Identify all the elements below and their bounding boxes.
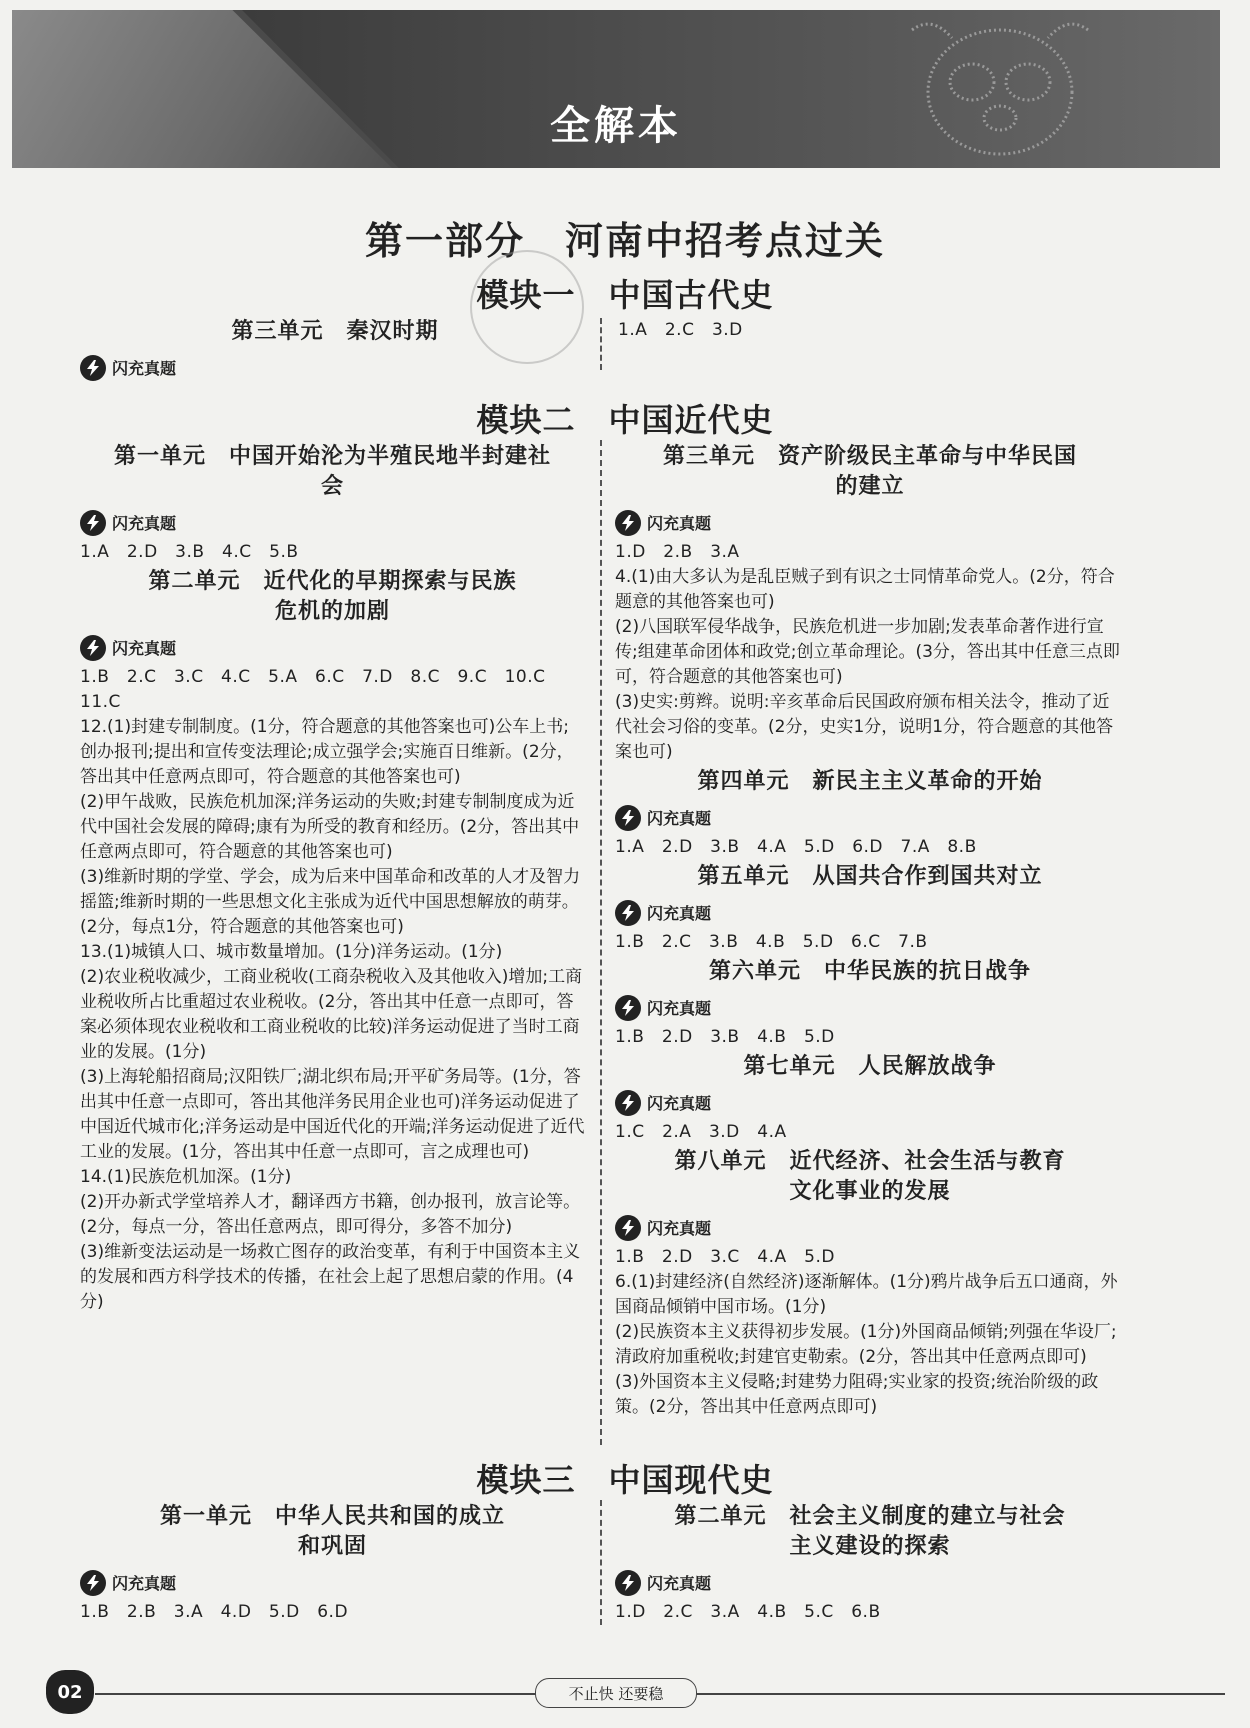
q14-line: (2)开办新式学堂培养人才，翻译西方书籍，创办报刊，放言论等。(2分，每点一分，答出任意两点，即可得分，多答不加分) bbox=[80, 1192, 581, 1237]
unit-title: 第一单元 中国开始沦为半殖民地半封建社会 bbox=[113, 444, 551, 499]
q14-line: (3)维新变法运动是一场救亡图存的政治变革，有利于中国资本主义的发展和西方科学技术的传播，在社会上起了思想启蒙的作用。(4分) bbox=[80, 1242, 581, 1312]
lightning-icon bbox=[615, 805, 641, 831]
column-divider bbox=[600, 1500, 602, 1625]
tag bbox=[615, 1566, 1125, 1600]
tag bbox=[615, 896, 1125, 930]
tag-label: 闪充真题 bbox=[112, 513, 177, 533]
lightning-icon bbox=[80, 355, 106, 381]
module2-title: 模块二 中国近代史 bbox=[476, 401, 774, 439]
tag-label: 闪充真题 bbox=[112, 638, 177, 658]
answers: 11.C bbox=[80, 692, 121, 712]
tag bbox=[80, 506, 585, 540]
lightning-icon bbox=[80, 635, 106, 661]
module3-right bbox=[615, 1500, 1125, 1625]
unit-title: 第五单元 从国共合作到国共对立 bbox=[697, 864, 1043, 889]
q4-line: (3)史实:剪辫。说明:辛亥革命后民国政府颁布相关法令，推动了近代社会习俗的变革。(2分，史实1分，说明1分，符合题意的其他答案也可) bbox=[615, 692, 1114, 762]
lightning-icon bbox=[615, 1090, 641, 1116]
tag-label: 闪充真题 bbox=[647, 1573, 712, 1593]
tag bbox=[615, 1086, 1125, 1120]
q4-line: (2)八国联军侵华战争，民族危机进一步加剧;发表革命著作进行宣传;组建革命团体和政党;创立革命理论。(3分，答出其中任意三点即可，符合题意的其他答案也可) bbox=[615, 617, 1120, 687]
answers: 1.A 2.C 3.D bbox=[618, 320, 743, 340]
tag-label: 闪充真题 bbox=[112, 1573, 177, 1593]
q13-line: (3)上海轮船招商局;汉阳铁厂;湖北织布局;开平矿务局等。(1分，答出其中任意一点即可，答出其他洋务民用企业也可)洋务运动促进了中国近代城市化;洋务运动是中国近代化的开端;洋务运动促进了近代工业的发展。(1分，答出其中任意一点即可，言之成理也可) bbox=[80, 1067, 585, 1162]
answers: 1.D 2.B 3.A bbox=[615, 542, 740, 562]
unit-title: 第八单元 近代经济、社会生活与教育文化事业的发展 bbox=[674, 1149, 1066, 1204]
answers: 1.C 2.A 3.D 4.A bbox=[615, 1122, 787, 1142]
tag bbox=[80, 631, 585, 665]
tag-label: 闪充真题 bbox=[647, 1218, 712, 1238]
lightning-icon bbox=[80, 510, 106, 536]
lightning-icon bbox=[615, 1570, 641, 1596]
part-title: 第一部分 河南中招考点过关 bbox=[364, 219, 885, 263]
column-divider bbox=[600, 440, 602, 1445]
q13-line: 13.(1)城镇人口、城市数量增加。(1分)洋务运动。(1分) bbox=[80, 942, 503, 962]
q6-line: 6.(1)封建经济(自然经济)逐渐解体。(1分)鸦片战争后五口通商，外国商品倾销中国市场。(1分) bbox=[615, 1272, 1118, 1317]
tag bbox=[615, 506, 1125, 540]
tag bbox=[615, 991, 1125, 1025]
page-number: 02 bbox=[46, 1670, 94, 1714]
tag-label: 闪充真题 bbox=[647, 513, 712, 533]
lightning-icon bbox=[615, 1215, 641, 1241]
unit-title: 第二单元 社会主义制度的建立与社会主义建设的探索 bbox=[674, 1504, 1066, 1559]
column-divider bbox=[600, 318, 602, 370]
tag-label: 闪充真题 bbox=[647, 808, 712, 828]
lightning-icon bbox=[615, 995, 641, 1021]
q13-line: (2)农业税收减少，工商业税收(工商杂税收入及其他收入)增加;工商业税收所占比重超过农业税收。(2分，答出其中任意一点即可，答案必须体现农业税收和工商业税收的比较)洋务运动促进了当时工商业的发展。(1分) bbox=[80, 967, 583, 1062]
lightning-icon bbox=[80, 1570, 106, 1596]
answers: 1.B 2.B 3.A 4.D 5.D 6.D bbox=[80, 1602, 349, 1622]
unit-title: 第六单元 中华民族的抗日战争 bbox=[708, 959, 1031, 984]
q6-line: (2)民族资本主义获得初步发展。(1分)外国商品倾销;列强在华设厂;清政府加重税收;封建官吏勒索。(2分，答出其中任意两点即可) bbox=[615, 1322, 1117, 1367]
answers: 1.B 2.C 3.B 4.B 5.D 6.C 7.B bbox=[615, 932, 928, 952]
unit-title: 第四单元 新民主主义革命的开始 bbox=[697, 769, 1043, 794]
header-banner bbox=[12, 10, 1220, 168]
answers: 1.B 2.C 3.C 4.C 5.A 6.C 7.D 8.C 9.C 10.C bbox=[80, 667, 546, 687]
q4-line: 4.(1)由大多认为是乱臣贼子到有识之士同情革命党人。(2分，符合题意的其他答案也可) bbox=[615, 567, 1115, 612]
module3-left bbox=[80, 1500, 585, 1625]
module1-right bbox=[618, 318, 1138, 343]
module1-title: 模块一 中国古代史 bbox=[476, 276, 774, 314]
unit-title: 第一单元 中华人民共和国的成立和巩固 bbox=[159, 1504, 505, 1559]
lightning-icon bbox=[615, 510, 641, 536]
module2-left bbox=[80, 440, 585, 1315]
tag bbox=[80, 1566, 585, 1600]
tag bbox=[615, 801, 1125, 835]
unit-title: 第三单元 资产阶级民主革命与中华民国的建立 bbox=[662, 444, 1077, 499]
module1-left bbox=[80, 315, 590, 385]
unit-title: 第三单元 秦汉时期 bbox=[231, 319, 439, 344]
answers: 1.A 2.D 3.B 4.C 5.B bbox=[80, 542, 299, 562]
tag-label: 闪充真题 bbox=[647, 1093, 712, 1113]
answers: 1.B 2.D 3.C 4.A 5.D bbox=[615, 1247, 835, 1267]
answers: 1.B 2.D 3.B 4.B 5.D bbox=[615, 1027, 835, 1047]
unit-title: 第七单元 人民解放战争 bbox=[743, 1054, 997, 1079]
tag-label: 闪充真题 bbox=[647, 998, 712, 1018]
q12-line: (2)甲午战败，民族危机加深;洋务运动的失败;封建专制制度成为近代中国社会发展的障碍;康有为所受的教育和经历。(2分，答出其中任意两点即可，符合题意的其他答案也可) bbox=[80, 792, 580, 862]
tag-label: 闪充真题 bbox=[112, 358, 177, 378]
q12-line: (3)维新时期的学堂、学会，成为后来中国革命和改革的人才及智力摇篮;维新时期的一些思想文化主张成为近代中国思想解放的萌芽。(2分，每点1分，符合题意的其他答案也可) bbox=[80, 867, 581, 937]
q12-line: 12.(1)封建专制制度。(1分，符合题意的其他答案也可)公车上书;创办报刊;提出和宣传变法理论;成立强学会;实施百日维新。(2分，答出其中任意两点即可，符合题意的其他答案也可) bbox=[80, 717, 574, 787]
tag bbox=[615, 1211, 1125, 1245]
tag bbox=[80, 351, 590, 385]
tag-label: 闪充真题 bbox=[647, 903, 712, 923]
answers: 1.A 2.D 3.B 4.A 5.D 6.D 7.A 8.B bbox=[615, 837, 977, 857]
lightning-icon bbox=[615, 900, 641, 926]
answers: 1.D 2.C 3.A 4.B 5.C 6.B bbox=[615, 1602, 881, 1622]
module3-title: 模块三 中国现代史 bbox=[476, 1461, 774, 1499]
banner-title: 全解本 bbox=[550, 103, 682, 149]
unit-title: 第二单元 近代化的早期探索与民族危机的加剧 bbox=[148, 569, 517, 624]
q14-line: 14.(1)民族危机加深。(1分) bbox=[80, 1167, 292, 1187]
q6-line: (3)外国资本主义侵略;封建势力阻碍;实业家的投资;统治阶级的政策。(2分，答出其中任意两点即可) bbox=[615, 1372, 1099, 1417]
footer-motto: 不止快 还要稳 bbox=[535, 1678, 697, 1708]
module2-right bbox=[615, 440, 1125, 1420]
